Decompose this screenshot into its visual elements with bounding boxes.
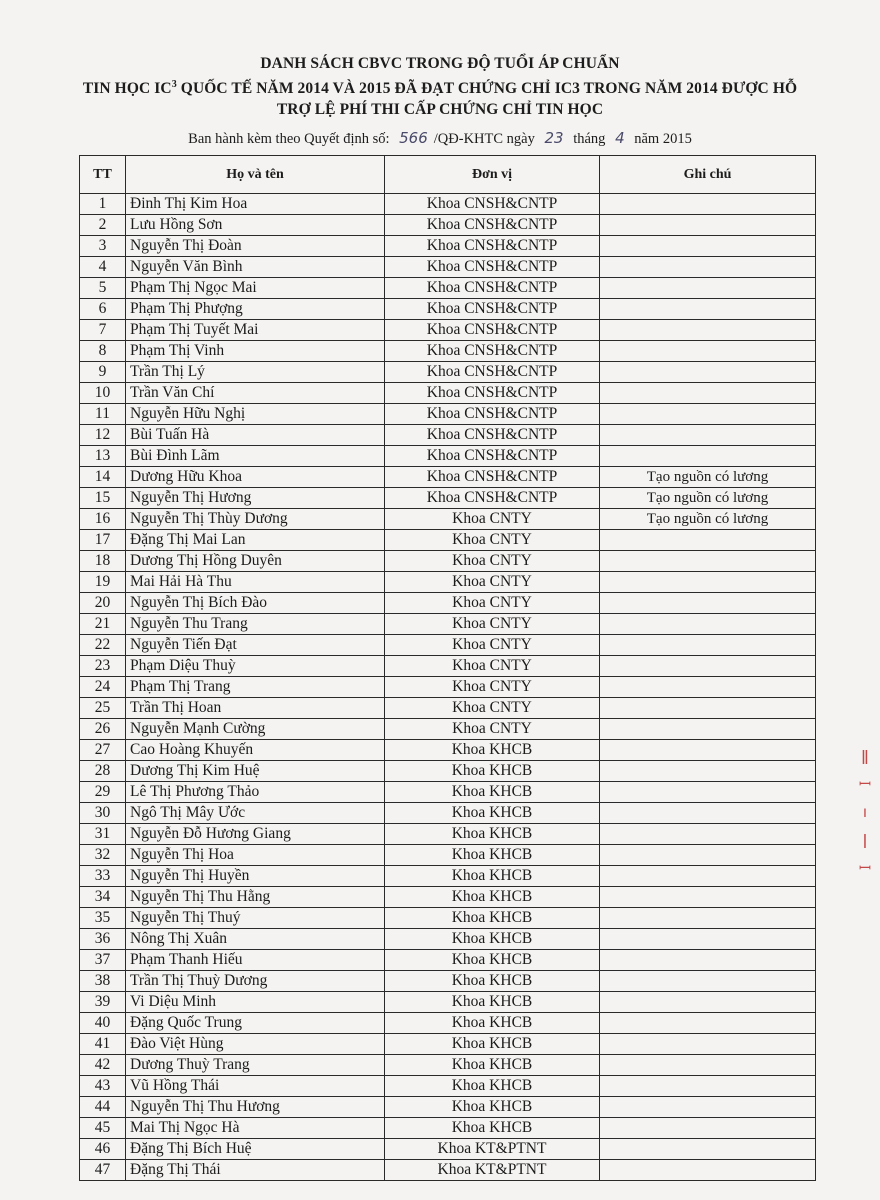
row-number: 13 [80,446,126,467]
row-number: 22 [80,635,126,656]
decision-code: /QĐ-KHTC ngày [433,131,535,147]
row-number: 16 [80,509,126,530]
staff-name: Mai Thị Ngọc Hà [126,1118,385,1139]
staff-unit: Khoa KHCB [385,761,600,782]
row-number: 36 [80,929,126,950]
row-number: 20 [80,593,126,614]
staff-note [600,1160,816,1181]
table-row [80,404,816,425]
row-number: 19 [80,572,126,593]
table-body [80,194,816,1181]
document-title-line-3: TRỢ LỆ PHÍ THI CẤP CHỨNG CHỈ TIN HỌC [276,101,604,118]
staff-note [600,341,816,362]
document-title-line-1: DANH SÁCH CBVC TRONG ĐỘ TUỔI ÁP CHUẨN [260,55,620,72]
staff-name: Phạm Thị Phượng [126,299,385,320]
row-number: 21 [80,614,126,635]
staff-unit: Khoa KHCB [385,1034,600,1055]
decision-month: 4 [615,129,625,147]
staff-unit: Khoa CNTY [385,719,600,740]
staff-name: Vi Diệu Minh [126,992,385,1013]
staff-unit: Khoa CNSH&CNTP [385,278,600,299]
staff-note [600,656,816,677]
table-row [80,551,816,572]
staff-note [600,614,816,635]
staff-unit: Khoa CNTY [385,677,600,698]
table-row [80,1076,816,1097]
row-number: 46 [80,1139,126,1160]
table-row [80,1034,816,1055]
table-row [80,1160,816,1181]
staff-note [600,992,816,1013]
staff-note: Tạo nguồn có lương [600,509,816,530]
table-row [80,425,816,446]
table-row [80,992,816,1013]
staff-unit: Khoa CNTY [385,593,600,614]
column-header-note: Ghi chú [600,156,816,194]
staff-unit: Khoa KHCB [385,803,600,824]
staff-unit: Khoa CNSH&CNTP [385,383,600,404]
row-number: 44 [80,1097,126,1118]
row-number: 24 [80,677,126,698]
staff-name: Nguyễn Thị Thu Hương [126,1097,385,1118]
staff-name: Phạm Thị Vinh [126,341,385,362]
table-row [80,593,816,614]
row-number: 30 [80,803,126,824]
staff-name: Phạm Thị Tuyết Mai [126,320,385,341]
staff-unit: Khoa CNSH&CNTP [385,362,600,383]
staff-note [600,1055,816,1076]
table-row [80,698,816,719]
margin-stamp-mark: ǁ ꟷ ı ǀ ꟷ [858,747,872,877]
table-row [80,950,816,971]
staff-unit: Khoa KHCB [385,1076,600,1097]
table-row [80,278,816,299]
table-row [80,1097,816,1118]
table-row [80,635,816,656]
staff-unit: Khoa CNTY [385,635,600,656]
staff-unit: Khoa CNSH&CNTP [385,341,600,362]
staff-unit: Khoa KHCB [385,1055,600,1076]
staff-note [600,236,816,257]
table-row [80,887,816,908]
row-number: 9 [80,362,126,383]
row-number: 25 [80,698,126,719]
staff-unit: Khoa CNTY [385,509,600,530]
decision-year: năm 2015 [634,131,692,147]
staff-note [600,929,816,950]
staff-note [600,299,816,320]
row-number: 6 [80,299,126,320]
staff-note [600,1076,816,1097]
table-row [80,446,816,467]
staff-name: Phạm Thị Trang [126,677,385,698]
staff-note [600,761,816,782]
staff-note [600,803,816,824]
staff-unit: Khoa CNSH&CNTP [385,425,600,446]
row-number: 3 [80,236,126,257]
title-line-2-rest: QUỐC TẾ NĂM 2014 VÀ 2015 ĐÃ ĐẠT CHỨNG CHỈ IC3 TRONG NĂM 2014 ĐƯỢC HỖ [176,80,798,98]
row-number: 26 [80,719,126,740]
table-header-row [80,156,816,194]
staff-name: Đinh Thị Kim Hoa [126,194,385,215]
staff-name: Dương Thị Hồng Duyên [126,551,385,572]
staff-unit: Khoa CNSH&CNTP [385,236,600,257]
column-header-tt: TT [80,156,126,194]
document-title-line-2 [0,79,880,98]
staff-unit: Khoa CNSH&CNTP [385,215,600,236]
table-row [80,383,816,404]
staff-note [600,572,816,593]
staff-name: Nông Thị Xuân [126,929,385,950]
staff-note [600,1097,816,1118]
staff-note [600,908,816,929]
staff-unit: Khoa KHCB [385,971,600,992]
row-number: 4 [80,257,126,278]
staff-name: Cao Hoàng Khuyến [126,740,385,761]
staff-unit: Khoa KHCB [385,929,600,950]
staff-name: Mai Hải Hà Thu [126,572,385,593]
table-row [80,215,816,236]
table-row [80,761,816,782]
staff-note [600,362,816,383]
staff-name: Nguyễn Hữu Nghị [126,404,385,425]
staff-name: Dương Thị Kim Huệ [126,761,385,782]
staff-note [600,194,816,215]
table-row [80,1055,816,1076]
row-number: 5 [80,278,126,299]
row-number: 18 [80,551,126,572]
staff-name: Đặng Thị Thái [126,1160,385,1181]
column-header-name: Họ và tên [126,156,385,194]
table-row [80,236,816,257]
staff-note [600,1139,816,1160]
staff-unit: Khoa CNSH&CNTP [385,320,600,341]
staff-name: Đặng Thị Mai Lan [126,530,385,551]
staff-name: Lưu Hồng Sơn [126,215,385,236]
staff-name: Trần Thị Thuỳ Dương [126,971,385,992]
table-row [80,1118,816,1139]
staff-note [600,425,816,446]
row-number: 17 [80,530,126,551]
column-header-unit: Đơn vị [385,156,600,194]
staff-note [600,1013,816,1034]
row-number: 40 [80,1013,126,1034]
staff-unit: Khoa CNSH&CNTP [385,446,600,467]
table-row [80,530,816,551]
staff-name: Trần Thị Lý [126,362,385,383]
staff-unit: Khoa CNTY [385,698,600,719]
staff-name: Ngô Thị Mây Ước [126,803,385,824]
row-number: 15 [80,488,126,509]
table-row [80,740,816,761]
staff-note [600,593,816,614]
staff-name: Bùi Tuấn Hà [126,425,385,446]
staff-note [600,530,816,551]
table-row [80,908,816,929]
row-number: 11 [80,404,126,425]
staff-unit: Khoa KHCB [385,824,600,845]
staff-name: Nguyễn Thị Hương [126,488,385,509]
decision-reference [0,129,880,148]
staff-name: Nguyễn Thị Thùy Dương [126,509,385,530]
row-number: 45 [80,1118,126,1139]
staff-note [600,971,816,992]
staff-name: Bùi Đình Lãm [126,446,385,467]
staff-unit: Khoa KT&PTNT [385,1160,600,1181]
staff-unit: Khoa CNTY [385,656,600,677]
staff-note [600,446,816,467]
staff-unit: Khoa CNSH&CNTP [385,194,600,215]
staff-name: Lê Thị Phương Thảo [126,782,385,803]
staff-name: Đào Việt Hùng [126,1034,385,1055]
staff-note [600,404,816,425]
table-row [80,614,816,635]
staff-name: Nguyễn Mạnh Cường [126,719,385,740]
staff-note [600,677,816,698]
staff-unit: Khoa KHCB [385,740,600,761]
staff-unit: Khoa KHCB [385,866,600,887]
staff-unit: Khoa CNSH&CNTP [385,488,600,509]
staff-name: Nguyễn Thị Đoàn [126,236,385,257]
table-row [80,1139,816,1160]
staff-name: Đặng Quốc Trung [126,1013,385,1034]
staff-unit: Khoa KHCB [385,887,600,908]
table-row [80,362,816,383]
decision-number: 566 [399,129,428,147]
staff-note [600,215,816,236]
row-number: 42 [80,1055,126,1076]
row-number: 33 [80,866,126,887]
staff-unit: Khoa KHCB [385,950,600,971]
staff-unit: Khoa KHCB [385,1118,600,1139]
staff-note [600,383,816,404]
row-number: 29 [80,782,126,803]
table-row [80,467,816,488]
staff-unit: Khoa CNSH&CNTP [385,404,600,425]
table-row [80,824,816,845]
row-number: 32 [80,845,126,866]
staff-name: Dương Thuỳ Trang [126,1055,385,1076]
staff-note [600,1034,816,1055]
staff-name: Phạm Thanh Hiếu [126,950,385,971]
staff-unit: Khoa KHCB [385,992,600,1013]
row-number: 37 [80,950,126,971]
staff-unit: Khoa CNTY [385,551,600,572]
staff-name: Trần Thị Hoan [126,698,385,719]
row-number: 28 [80,761,126,782]
staff-unit: Khoa KHCB [385,845,600,866]
decision-prefix: Ban hành kèm theo Quyết định số: [188,131,390,147]
table-row [80,320,816,341]
staff-note [600,782,816,803]
staff-unit: Khoa CNTY [385,530,600,551]
row-number: 10 [80,383,126,404]
staff-unit: Khoa KHCB [385,1013,600,1034]
staff-note [600,845,816,866]
table-row [80,866,816,887]
row-number: 35 [80,908,126,929]
row-number: 34 [80,887,126,908]
row-number: 8 [80,341,126,362]
staff-table [79,155,816,1181]
staff-unit: Khoa CNTY [385,572,600,593]
table-row [80,929,816,950]
staff-note [600,635,816,656]
staff-note [600,824,816,845]
row-number: 39 [80,992,126,1013]
table-row [80,782,816,803]
row-number: 43 [80,1076,126,1097]
row-number: 1 [80,194,126,215]
staff-unit: Khoa CNSH&CNTP [385,257,600,278]
staff-name: Nguyễn Thị Hoa [126,845,385,866]
staff-name: Đặng Thị Bích Huệ [126,1139,385,1160]
staff-note: Tạo nguồn có lương [600,488,816,509]
staff-note [600,257,816,278]
staff-unit: Khoa KHCB [385,908,600,929]
staff-name: Nguyễn Văn Bình [126,257,385,278]
staff-note [600,719,816,740]
row-number: 2 [80,215,126,236]
row-number: 47 [80,1160,126,1181]
row-number: 7 [80,320,126,341]
row-number: 23 [80,656,126,677]
row-number: 31 [80,824,126,845]
staff-note: Tạo nguồn có lương [600,467,816,488]
staff-unit: Khoa CNSH&CNTP [385,299,600,320]
table-row [80,194,816,215]
table-row [80,509,816,530]
table-row [80,257,816,278]
staff-note [600,551,816,572]
staff-name: Nguyễn Thị Thu Hằng [126,887,385,908]
staff-unit: Khoa KHCB [385,1097,600,1118]
staff-name: Phạm Diệu Thuỳ [126,656,385,677]
row-number: 12 [80,425,126,446]
staff-name: Vũ Hồng Thái [126,1076,385,1097]
staff-name: Nguyễn Thị Thuý [126,908,385,929]
title-superscript: 3 [171,79,177,90]
decision-day: 23 [544,129,564,147]
staff-note [600,1118,816,1139]
table-row [80,572,816,593]
staff-name: Dương Hữu Khoa [126,467,385,488]
staff-name: Phạm Thị Ngọc Mai [126,278,385,299]
staff-note [600,278,816,299]
decision-month-label: tháng [573,131,606,147]
staff-note [600,740,816,761]
table-row [80,803,816,824]
table-row [80,656,816,677]
staff-unit: Khoa CNTY [385,614,600,635]
staff-note [600,698,816,719]
staff-note [600,950,816,971]
staff-unit: Khoa KT&PTNT [385,1139,600,1160]
staff-name: Nguyễn Đỗ Hương Giang [126,824,385,845]
staff-note [600,320,816,341]
title-line-2-prefix: TIN HỌC IC [82,80,172,98]
table-row [80,971,816,992]
table-row [80,488,816,509]
table-row [80,1013,816,1034]
table-row [80,299,816,320]
row-number: 38 [80,971,126,992]
row-number: 27 [80,740,126,761]
table-row [80,719,816,740]
staff-name: Trần Văn Chí [126,383,385,404]
table-row [80,845,816,866]
table-row [80,341,816,362]
staff-note [600,887,816,908]
staff-note [600,866,816,887]
staff-name: Nguyễn Tiến Đạt [126,635,385,656]
row-number: 41 [80,1034,126,1055]
staff-unit: Khoa CNSH&CNTP [385,467,600,488]
staff-name: Nguyễn Thu Trang [126,614,385,635]
row-number: 14 [80,467,126,488]
table-row [80,677,816,698]
staff-name: Nguyễn Thị Huyền [126,866,385,887]
staff-name: Nguyễn Thị Bích Đào [126,593,385,614]
staff-unit: Khoa KHCB [385,782,600,803]
